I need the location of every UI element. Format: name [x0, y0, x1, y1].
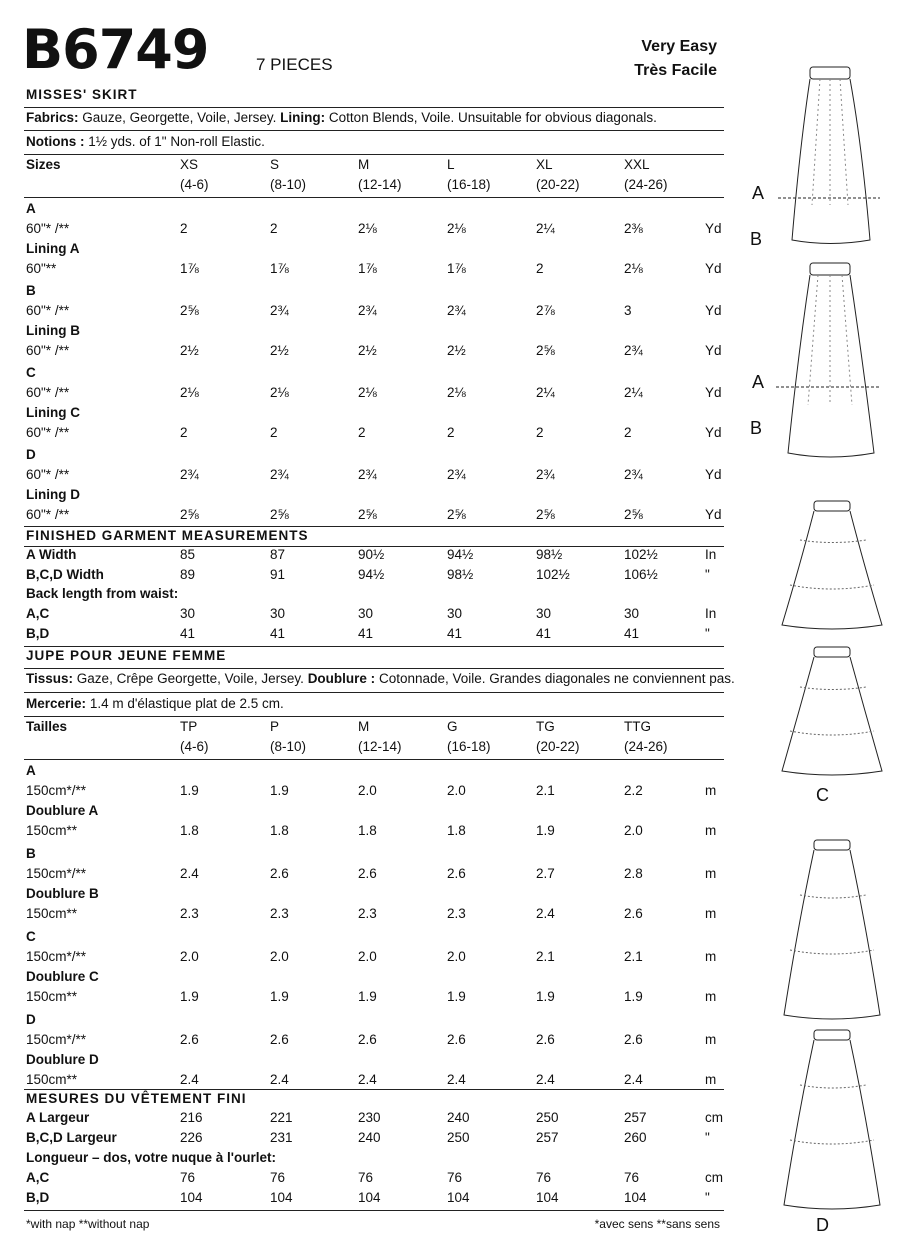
size-header: TTG [624, 719, 651, 734]
finished-title-fr: MESURES DU VÊTEMENT FINI [26, 1091, 247, 1106]
size-header: TP [180, 719, 198, 734]
yardage-cell: 2.6 [624, 906, 643, 921]
yardage-cell: 1⅞ [447, 261, 466, 276]
fabrics-line-fr: Tissus: Gaze, Crêpe Georgette, Voile, Jersey. Doublure : Cotonnade, Voile. Grandes diagonales ne conviennent pas. [26, 671, 735, 686]
measure-cell: 104 [358, 1190, 381, 1205]
yardage-cell: 2¼ [536, 221, 555, 236]
view-label-c: C [816, 785, 829, 805]
skirt-view-5 [784, 840, 880, 1019]
measure-cell: 226 [180, 1130, 203, 1145]
measure-cell: 104 [536, 1190, 559, 1205]
yardage-cell: 2.1 [536, 949, 555, 964]
unit-label: " [705, 1130, 710, 1145]
difficulty-en: Very Easy [641, 38, 717, 55]
size-header: XS [180, 157, 199, 172]
yardage-cell: 2.4 [624, 1072, 643, 1087]
size-range: (24-26) [624, 739, 668, 754]
sizes-label-en: Sizes [26, 157, 61, 172]
measure-cell: 76 [358, 1170, 374, 1185]
measure-label: B,C,D Largeur [26, 1130, 117, 1145]
row-group-label: Lining D [26, 487, 80, 502]
notions-line-fr: Mercerie: 1.4 m d'élastique plat de 2.5 cm. [26, 696, 284, 711]
measure-cell: 231 [270, 1130, 293, 1145]
measure-cell: 104 [447, 1190, 470, 1205]
size-header: M [358, 157, 370, 172]
row-group-label: Doublure A [26, 803, 99, 818]
measure-cell: 106½ [624, 567, 658, 582]
size-header: TG [536, 719, 555, 734]
view-label-d: D [816, 1215, 829, 1235]
yardage-cell: 2.8 [624, 866, 643, 881]
row-fabric-width: 60"* /** [26, 507, 70, 522]
unit-label: Yd [705, 343, 722, 358]
yardage-cell: 2⅛ [270, 385, 289, 400]
pattern-number: B6749 [22, 18, 209, 81]
size-range: (16-18) [447, 739, 491, 754]
yardage-cell: 2.1 [624, 949, 643, 964]
yardage-cell: 2.6 [536, 1032, 555, 1047]
measure-label: A,C [26, 606, 50, 621]
row-group-label: B [26, 846, 36, 861]
yardage-cell: 2.4 [536, 1072, 555, 1087]
measure-cell: 257 [536, 1130, 559, 1145]
yardage-cell: 2.6 [270, 866, 289, 881]
size-header: M [358, 719, 370, 734]
yardage-cell: 2 [536, 425, 544, 440]
measure-cell: 230 [358, 1110, 381, 1125]
row-group-label: Doublure B [26, 886, 99, 901]
row-group-label: Lining C [26, 405, 80, 420]
row-group-label: A [26, 763, 36, 778]
row-fabric-width: 60"* /** [26, 221, 70, 236]
measure-label: B,C,D Width [26, 567, 104, 582]
yardage-cell: 2.6 [358, 1032, 377, 1047]
measure-cell: 41 [536, 626, 552, 641]
size-range: (12-14) [358, 177, 402, 192]
yardage-cell: 2.4 [447, 1072, 466, 1087]
size-range: (24-26) [624, 177, 668, 192]
measure-cell: 41 [180, 626, 196, 641]
unit-label: " [705, 567, 710, 582]
measure-label: B,D [26, 626, 50, 641]
size-range: (12-14) [358, 739, 402, 754]
difficulty-fr: Très Facile [634, 62, 717, 79]
yardage-cell: 2¾ [180, 467, 199, 482]
unit-label: m [705, 1072, 717, 1087]
yardage-cell: 1⅞ [180, 261, 199, 276]
row-fabric-width: 60"* /** [26, 385, 70, 400]
measure-cell: 91 [270, 567, 286, 582]
row-group-label: Doublure D [26, 1052, 99, 1067]
row-group-label: D [26, 1012, 36, 1027]
section-title-fr: JUPE POUR JEUNE FEMME [26, 648, 227, 663]
yardage-cell: 1⅞ [270, 261, 289, 276]
size-range: (4-6) [180, 177, 209, 192]
measure-cell: 221 [270, 1110, 293, 1125]
measure-label: B,D [26, 1190, 50, 1205]
row-group-label: B [26, 283, 36, 298]
yardage-cell: 2¾ [270, 303, 289, 318]
yardage-cell: 2⅞ [536, 303, 555, 318]
row-fabric-width: 150cm*/** [26, 866, 87, 881]
yardage-cell: 2⅛ [180, 385, 199, 400]
yardage-cell: 2⅛ [358, 221, 377, 236]
measure-cell: 94½ [447, 547, 474, 562]
measure-cell: 250 [447, 1130, 470, 1145]
yardage-cell: 1.9 [270, 989, 289, 1004]
skirt-view-6 [784, 1030, 880, 1209]
row-group-label: Lining A [26, 241, 80, 256]
yardage-cell: 1.9 [624, 989, 643, 1004]
yardage-cell: 2⅝ [624, 507, 643, 522]
size-header: XXL [624, 157, 650, 172]
yardage-cell: 2½ [447, 343, 466, 358]
yardage-cell: 1.9 [536, 989, 555, 1004]
row-group-label: C [26, 929, 36, 944]
yardage-cell: 2.3 [270, 906, 289, 921]
yardage-cell: 2.0 [180, 949, 199, 964]
yardage-cell: 2.1 [536, 783, 555, 798]
row-fabric-width: 60"** [26, 261, 57, 276]
measure-cell: 76 [536, 1170, 552, 1185]
yardage-cell: 2¼ [536, 385, 555, 400]
size-header: P [270, 719, 280, 734]
unit-label: Yd [705, 507, 722, 522]
yardage-cell: 2⅝ [447, 507, 466, 522]
measure-cell: 41 [270, 626, 286, 641]
measure-cell: 87 [270, 547, 286, 562]
yardage-cell: 2½ [358, 343, 377, 358]
skirt-view-2 [776, 263, 880, 457]
yardage-cell: 1.9 [180, 783, 199, 798]
measure-cell: 240 [447, 1110, 470, 1125]
measure-cell: 90½ [358, 547, 385, 562]
measure-cell: 98½ [536, 547, 563, 562]
size-header: S [270, 157, 280, 172]
pieces-count: 7 PIECES [256, 55, 333, 74]
measure-cell: 98½ [447, 567, 474, 582]
yardage-cell: 2.6 [447, 1032, 466, 1047]
measure-label: A Width [26, 547, 77, 562]
yardage-cell: 2.0 [447, 783, 466, 798]
yardage-cell: 2¼ [624, 385, 643, 400]
yardage-cell: 2.2 [624, 783, 643, 798]
size-range: (16-18) [447, 177, 491, 192]
row-fabric-width: 150cm** [26, 823, 78, 838]
yardage-cell: 2.7 [536, 866, 555, 881]
footnote-fr: *avec sens **sans sens [594, 1217, 720, 1231]
measure-cell: 30 [447, 606, 463, 621]
size-range: (4-6) [180, 739, 209, 754]
measure-cell: 102½ [624, 547, 658, 562]
measure-cell: 250 [536, 1110, 559, 1125]
measure-cell: 76 [270, 1170, 286, 1185]
yardage-cell: 2⅜ [624, 221, 643, 236]
size-header: XL [536, 157, 553, 172]
yardage-cell: 2.4 [180, 866, 199, 881]
view-label-a: A [752, 183, 765, 203]
row-group-label: D [26, 447, 36, 462]
yardage-cell: 2⅛ [447, 221, 466, 236]
yardage-cell: 2⅝ [180, 303, 199, 318]
yardage-cell: 2⅝ [180, 507, 199, 522]
yardage-cell: 1.8 [270, 823, 289, 838]
measure-cell: 76 [624, 1170, 640, 1185]
measure-label: A Largeur [26, 1110, 90, 1125]
unit-label: In [705, 606, 717, 621]
measure-cell: 102½ [536, 567, 570, 582]
row-fabric-width: 60"* /** [26, 303, 70, 318]
measure-cell: 30 [180, 606, 196, 621]
yardage-cell: 2.6 [180, 1032, 199, 1047]
measure-cell: 94½ [358, 567, 385, 582]
unit-label: m [705, 949, 717, 964]
row-fabric-width: 150cm*/** [26, 783, 87, 798]
row-group-label: Lining B [26, 323, 80, 338]
yardage-cell: 1.9 [447, 989, 466, 1004]
measure-cell: 216 [180, 1110, 203, 1125]
yardage-cell: 2¾ [624, 467, 643, 482]
yardage-cell: 2¾ [447, 303, 466, 318]
finished-title-en: FINISHED GARMENT MEASUREMENTS [26, 528, 309, 543]
yardage-cell: 1.8 [358, 823, 377, 838]
unit-label: " [705, 626, 710, 641]
yardage-cell: 2 [447, 425, 455, 440]
yardage-cell: 1.8 [447, 823, 466, 838]
unit-label: Yd [705, 385, 722, 400]
back-length-title-en: Back length from waist: [26, 586, 179, 601]
yardage-cell: 2½ [180, 343, 199, 358]
unit-label: " [705, 1190, 710, 1205]
unit-label: Yd [705, 425, 722, 440]
footnote-en: *with nap **without nap [26, 1217, 150, 1231]
unit-label: m [705, 783, 717, 798]
skirt-illustrations [770, 55, 900, 1255]
yardage-cell: 1.9 [358, 989, 377, 1004]
yardage-cell: 2⅝ [536, 343, 555, 358]
size-range: (8-10) [270, 739, 307, 754]
notions-line-en: Notions : 1½ yds. of 1" Non-roll Elastic. [26, 134, 265, 149]
yardage-cell: 1⅞ [358, 261, 377, 276]
row-group-label: A [26, 201, 36, 216]
yardage-cell: 2⅝ [536, 507, 555, 522]
row-fabric-width: 150cm*/** [26, 949, 87, 964]
yardage-cell: 2.3 [447, 906, 466, 921]
yardage-cell: 2.6 [624, 1032, 643, 1047]
yardage-cell: 2.4 [180, 1072, 199, 1087]
yardage-cell: 2.0 [270, 949, 289, 964]
unit-label: m [705, 866, 717, 881]
size-range: (8-10) [270, 177, 307, 192]
yardage-cell: 1.9 [270, 783, 289, 798]
yardage-cell: 1.9 [180, 989, 199, 1004]
measure-cell: 76 [180, 1170, 196, 1185]
yardage-cell: 2 [536, 261, 544, 276]
yardage-cell: 2.0 [624, 823, 643, 838]
yardage-cell: 2 [270, 221, 278, 236]
unit-label: In [705, 547, 717, 562]
unit-label: Yd [705, 261, 722, 276]
yardage-cell: 2.0 [358, 783, 377, 798]
yardage-cell: 2.3 [358, 906, 377, 921]
measure-cell: 30 [358, 606, 374, 621]
yardage-cell: 2.0 [447, 949, 466, 964]
yardage-cell: 3 [624, 303, 632, 318]
measure-cell: 104 [270, 1190, 293, 1205]
yardage-cell: 1.8 [180, 823, 199, 838]
yardage-cell: 2¾ [358, 303, 377, 318]
unit-label: m [705, 1032, 717, 1047]
yardage-cell: 2¾ [624, 343, 643, 358]
row-fabric-width: 150cm** [26, 1072, 78, 1087]
measure-cell: 240 [358, 1130, 381, 1145]
unit-label: Yd [705, 221, 722, 236]
yardage-cell: 2⅝ [358, 507, 377, 522]
row-fabric-width: 150cm** [26, 906, 78, 921]
measure-cell: 41 [447, 626, 463, 641]
row-fabric-width: 150cm** [26, 989, 78, 1004]
yardage-cell: 2⅛ [624, 261, 643, 276]
yardage-cell: 2.4 [270, 1072, 289, 1087]
measure-cell: 30 [536, 606, 552, 621]
measure-cell: 76 [447, 1170, 463, 1185]
yardage-cell: 2 [270, 425, 278, 440]
measure-cell: 257 [624, 1110, 647, 1125]
view-label-a: A [752, 372, 765, 392]
size-range: (20-22) [536, 177, 580, 192]
view-label-b: B [750, 418, 763, 438]
yardage-cell: 2¾ [536, 467, 555, 482]
yardage-cell: 2.6 [358, 866, 377, 881]
skirt-view-3 [782, 501, 882, 629]
measure-cell: 104 [624, 1190, 647, 1205]
row-fabric-width: 150cm*/** [26, 1032, 87, 1047]
yardage-cell: 2.0 [358, 949, 377, 964]
measure-cell: 41 [358, 626, 374, 641]
sizes-label-fr: Tailles [26, 719, 68, 734]
back-length-title-fr: Longueur – dos, votre nuque à l'ourlet: [26, 1150, 276, 1165]
yardage-cell: 2¾ [270, 467, 289, 482]
unit-label: m [705, 823, 717, 838]
yardage-cell: 2¾ [447, 467, 466, 482]
measure-cell: 104 [180, 1190, 203, 1205]
row-group-label: Doublure C [26, 969, 99, 984]
size-header: L [447, 157, 455, 172]
unit-label: cm [705, 1110, 723, 1125]
measure-cell: 85 [180, 547, 196, 562]
yardage-cell: 1.9 [536, 823, 555, 838]
yardage-cell: 2 [358, 425, 366, 440]
skirt-view-4 [782, 647, 882, 775]
yardage-cell: 2⅛ [447, 385, 466, 400]
section-title-en: MISSES' SKIRT [26, 87, 138, 102]
fabrics-line-en: Fabrics: Gauze, Georgette, Voile, Jersey. Lining: Cotton Blends, Voile. Unsuitable for obvious diagonals. [26, 110, 657, 125]
row-group-label: C [26, 365, 36, 380]
skirt-view-1 [778, 67, 880, 244]
row-fabric-width: 60"* /** [26, 425, 70, 440]
yardage-cell: 2.4 [358, 1072, 377, 1087]
unit-label: m [705, 906, 717, 921]
yardage-cell: 2⅝ [270, 507, 289, 522]
unit-label: Yd [705, 303, 722, 318]
row-fabric-width: 60"* /** [26, 467, 70, 482]
unit-label: cm [705, 1170, 723, 1185]
view-label-b: B [750, 229, 763, 249]
row-fabric-width: 60"* /** [26, 343, 70, 358]
measure-cell: 30 [624, 606, 640, 621]
size-header: G [447, 719, 458, 734]
yardage-cell: 2.3 [180, 906, 199, 921]
yardage-cell: 2¾ [358, 467, 377, 482]
measure-cell: 260 [624, 1130, 647, 1145]
size-range: (20-22) [536, 739, 580, 754]
yardage-cell: 2½ [270, 343, 289, 358]
unit-label: m [705, 989, 717, 1004]
yardage-cell: 2.4 [536, 906, 555, 921]
yardage-cell: 2 [624, 425, 632, 440]
yardage-cell: 2.6 [447, 866, 466, 881]
yardage-cell: 2 [180, 425, 188, 440]
measure-cell: 41 [624, 626, 640, 641]
unit-label: Yd [705, 467, 722, 482]
yardage-cell: 2⅛ [358, 385, 377, 400]
measure-cell: 89 [180, 567, 196, 582]
yardage-cell: 2.6 [270, 1032, 289, 1047]
yardage-cell: 2 [180, 221, 188, 236]
measure-label: A,C [26, 1170, 50, 1185]
measure-cell: 30 [270, 606, 286, 621]
